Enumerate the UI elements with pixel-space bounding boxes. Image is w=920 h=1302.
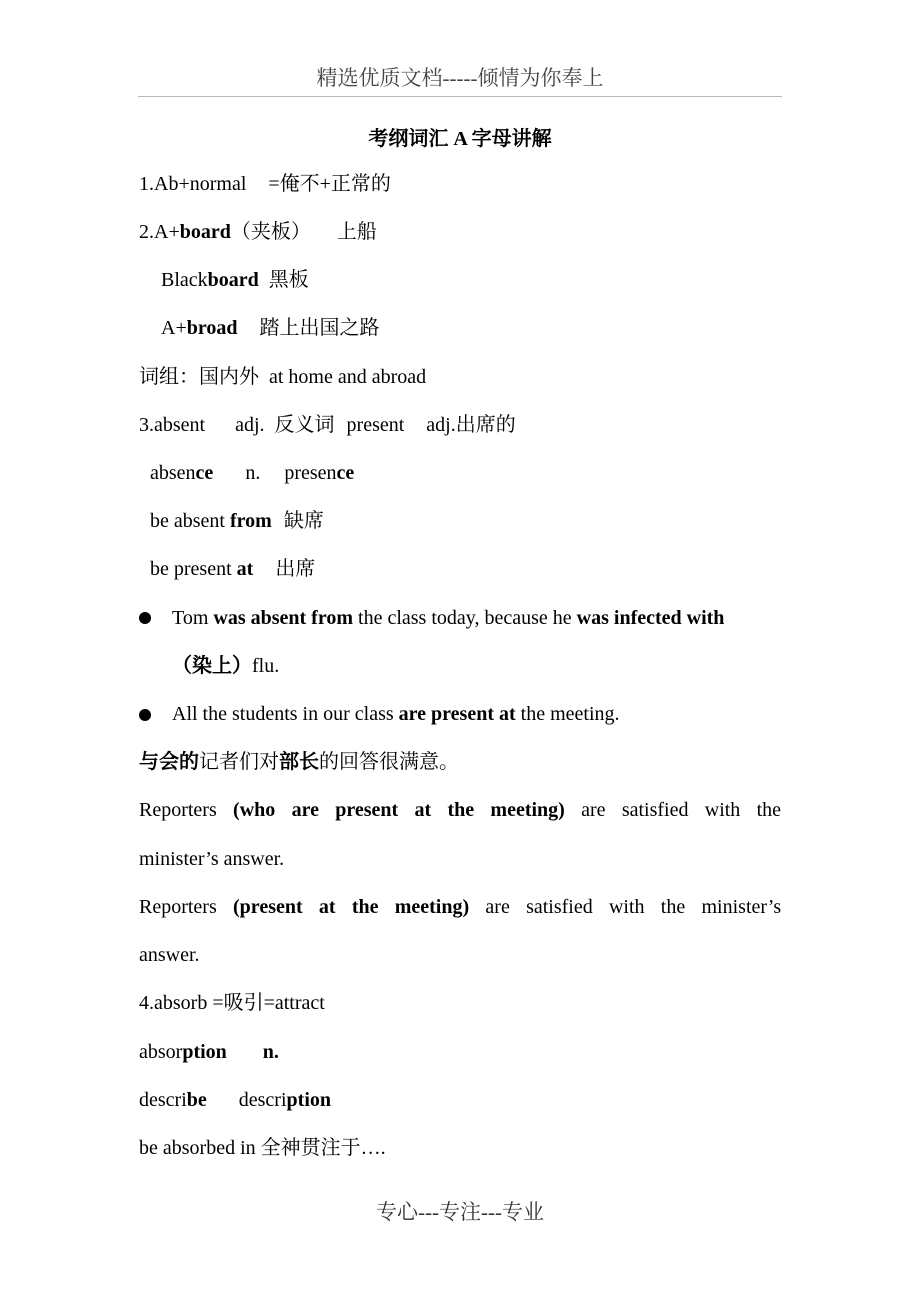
- word: meeting): [394, 896, 470, 918]
- word: at: [318, 896, 336, 918]
- pos: n.: [245, 462, 261, 484]
- text: All the students in our class: [172, 703, 399, 725]
- example-sentence-1: [172, 605, 724, 631]
- reporters-sentence-2-cont: answer.: [139, 944, 200, 966]
- word-stem: descri: [139, 1089, 187, 1111]
- entry-phrase: [139, 364, 426, 390]
- meaning: =俺不+正常的: [268, 173, 391, 195]
- entry-abroad: [161, 315, 380, 341]
- entry-be-absorbed-in: be absorbed in 全神贯注于….: [139, 1137, 386, 1159]
- chinese-sentence: [139, 749, 459, 775]
- word: satisfied: [621, 799, 689, 821]
- word-prefix: A+: [161, 317, 187, 339]
- word: are: [581, 799, 606, 821]
- phrase: at home and abroad: [269, 366, 427, 388]
- phrase: was absent from: [213, 607, 354, 629]
- word: are: [291, 799, 319, 821]
- page-title: 考纲词汇 A 字母讲解: [368, 128, 552, 150]
- text: Tom: [172, 607, 214, 629]
- text: 的回答很满意。: [319, 751, 459, 773]
- word: 1.Ab+normal: [139, 173, 247, 195]
- entry-abnormal: [139, 171, 391, 197]
- phrase: be absent: [150, 510, 230, 532]
- page-footer: 专心---专注---专业: [376, 1200, 544, 1224]
- pos: n.: [262, 1041, 279, 1063]
- word-root: board: [179, 221, 231, 243]
- entry-be-present-at: [150, 556, 315, 582]
- label: 词组：国内外: [139, 366, 259, 388]
- entry-absorb: 4.absorb =吸引=attract: [139, 992, 325, 1014]
- word: satisfied: [526, 896, 593, 918]
- entry-blackboard: [161, 267, 309, 293]
- meaning: adj.出席的: [426, 414, 516, 436]
- emphasis: 与会的: [139, 751, 199, 773]
- bullet-icon: [139, 612, 151, 624]
- reporters-sentence-1-cont: minister’s answer.: [139, 848, 285, 870]
- word-stem: absen: [150, 462, 196, 484]
- emphasis: 部长: [279, 751, 319, 773]
- bullet-icon: [139, 709, 151, 721]
- preposition: from: [229, 510, 272, 532]
- gloss: （夹板）: [230, 221, 311, 243]
- suffix: ption: [182, 1041, 227, 1063]
- word: 3.absent: [139, 414, 206, 436]
- pos: adj.: [235, 414, 265, 436]
- phrase: are present at: [398, 703, 516, 725]
- word-stem: absor: [139, 1041, 183, 1063]
- example-sentence-1-cont: [172, 653, 279, 679]
- word: Reporters: [139, 896, 217, 918]
- word-stem: presen: [284, 462, 337, 484]
- preposition: at: [236, 558, 254, 580]
- word: the: [447, 799, 475, 821]
- phrase: be present: [150, 558, 237, 580]
- word: are: [485, 896, 510, 918]
- word-root: board: [207, 269, 259, 291]
- meaning: 踏上出国之路: [259, 317, 380, 339]
- suffix: ce: [195, 462, 214, 484]
- entry-absent: [139, 412, 516, 438]
- page-header: 精选优质文档-----倾情为你奉上: [138, 62, 782, 97]
- text: the meeting.: [515, 703, 620, 725]
- antonym: present: [346, 414, 405, 436]
- entry-describe: [139, 1087, 331, 1113]
- suffix: ption: [286, 1089, 331, 1111]
- word: (who: [233, 799, 276, 821]
- word: meeting): [490, 799, 565, 821]
- word: with: [704, 799, 741, 821]
- word: present: [335, 799, 399, 821]
- entry-aboard: [139, 219, 377, 245]
- meaning: 上船: [336, 221, 377, 243]
- word-prefix: Black: [161, 269, 208, 291]
- reporters-sentence-1: [139, 797, 781, 823]
- word: (present: [233, 896, 303, 918]
- word: at: [414, 799, 432, 821]
- word-stem: descri: [238, 1089, 287, 1111]
- word: the: [660, 896, 686, 918]
- meaning: 出席: [275, 558, 316, 580]
- antonym-label: 反义词: [274, 414, 335, 436]
- suffix: ce: [336, 462, 355, 484]
- text: 记者们对: [199, 751, 279, 773]
- word: Reporters: [139, 799, 217, 821]
- text: flu.: [252, 655, 280, 677]
- meaning: 黑板: [268, 269, 309, 291]
- word: with: [608, 896, 645, 918]
- entry-absorption: [139, 1039, 279, 1065]
- suffix: be: [186, 1089, 207, 1111]
- text: the class today, because he: [353, 607, 577, 629]
- word: the: [351, 896, 379, 918]
- entry-absence: [150, 460, 354, 486]
- example-sentence-2: [172, 701, 620, 727]
- phrase: was infected with: [576, 607, 725, 629]
- word: the: [756, 799, 782, 821]
- word-root: broad: [186, 317, 238, 339]
- word-prefix: 2.A+: [139, 221, 180, 243]
- reporters-sentence-2: [139, 894, 781, 920]
- meaning: 缺席: [283, 510, 324, 532]
- gloss: （染上）: [172, 655, 252, 677]
- entry-be-absent-from: [150, 508, 324, 534]
- word: minister’s: [701, 896, 782, 918]
